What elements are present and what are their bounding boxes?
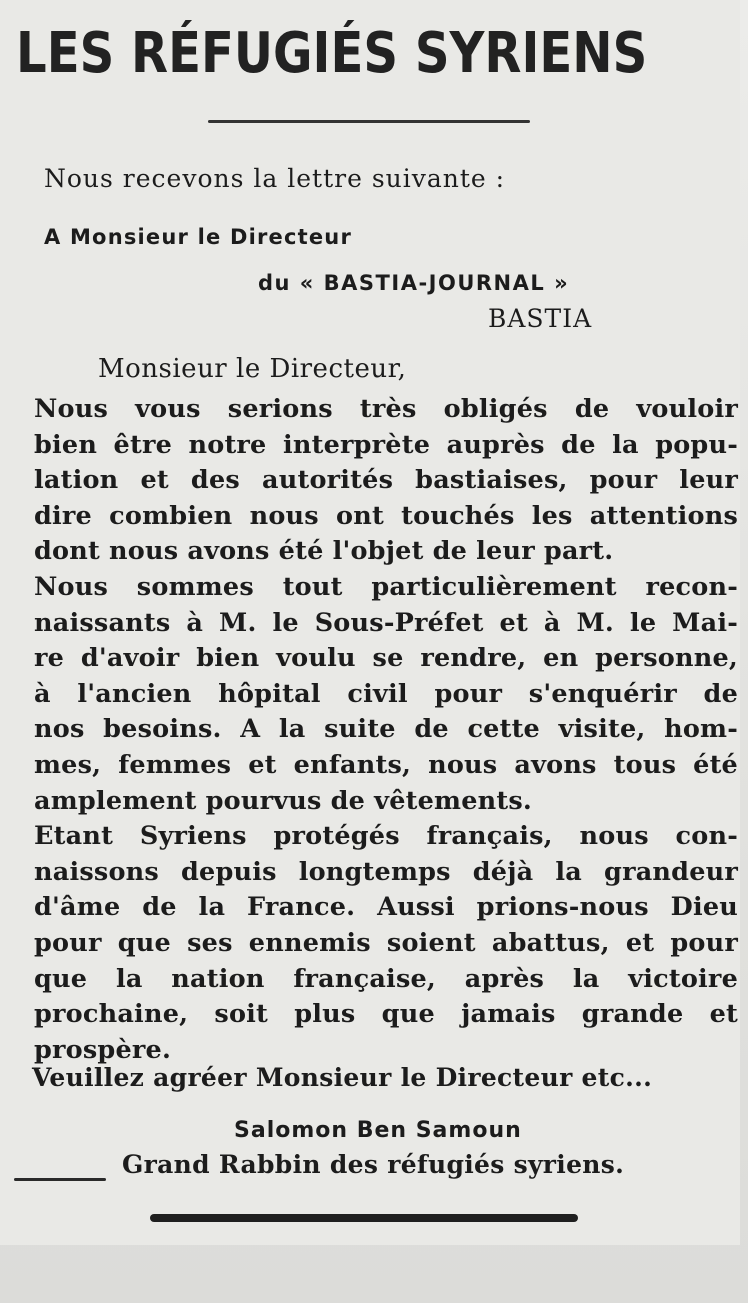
headline: LES RÉFUGIÉS SYRIENS <box>16 21 648 86</box>
body-line: Nous vous serions très obligés de vouloir <box>34 394 738 424</box>
letter-body <box>2 392 738 1068</box>
paragraph-1 <box>2 392 738 570</box>
body-line: à l'ancien hôpital civil pour s'enquérir de <box>34 678 738 709</box>
paragraph-2 <box>2 570 738 819</box>
body-line: naissons depuis longtemps déjà la grandeur <box>34 856 738 887</box>
body-line: naissants à M. le Sous-Préfet et à M. le Mai- <box>34 607 738 638</box>
closing-formula: Veuillez agréer Monsieur le Directeur etc... <box>32 1063 653 1092</box>
body-line: amplement pourvus de vêtements. <box>34 785 532 816</box>
body-line: Etant Syriens protégés français, nous con- <box>34 821 738 852</box>
signature-dash <box>14 1178 106 1181</box>
body-line: prochaine, soit plus que jamais grande et <box>34 999 738 1030</box>
body-line: mes, femmes et enfants, nous avons tous été <box>34 749 738 780</box>
body-line: que la nation française, après la victoire <box>34 963 738 994</box>
body-line: prospère. <box>34 1034 172 1065</box>
address-line-3: BASTIA <box>488 304 593 333</box>
bottom-divider <box>150 1214 578 1222</box>
body-line: bien être notre interprète auprès de la popu- <box>34 429 738 460</box>
paragraph-3 <box>2 819 738 1068</box>
headline-divider <box>208 120 530 123</box>
body-line: dire combien nous ont touchés les attentions <box>34 500 738 531</box>
body-line: dont nous avons été l'objet de leur part. <box>34 536 614 567</box>
salutation: Monsieur le Directeur, <box>98 354 407 384</box>
intro-text: Nous recevons la lettre suivante : <box>44 164 506 193</box>
body-line: pour que ses ennemis soient abattus, et pour <box>34 927 738 958</box>
address-line-1: A Monsieur le Directeur <box>44 225 353 249</box>
body-line: Nous sommes tout particulièrement recon- <box>34 571 738 602</box>
signature-title: Grand Rabbin des réfugiés syriens. <box>122 1150 625 1179</box>
body-line: d'âme de la France. Aussi prions-nous Dieu <box>34 892 738 923</box>
body-line: nos besoins. A la suite de cette visite, hom- <box>34 714 738 745</box>
body-line: lation et des autorités bastiaises, pour leur <box>34 465 738 496</box>
address-line-2: du « BASTIA-JOURNAL » <box>258 271 570 295</box>
body-line: re d'avoir bien voulu se rendre, en personne, <box>34 643 738 674</box>
signature-name: Salomon Ben Samoun <box>234 1118 522 1143</box>
